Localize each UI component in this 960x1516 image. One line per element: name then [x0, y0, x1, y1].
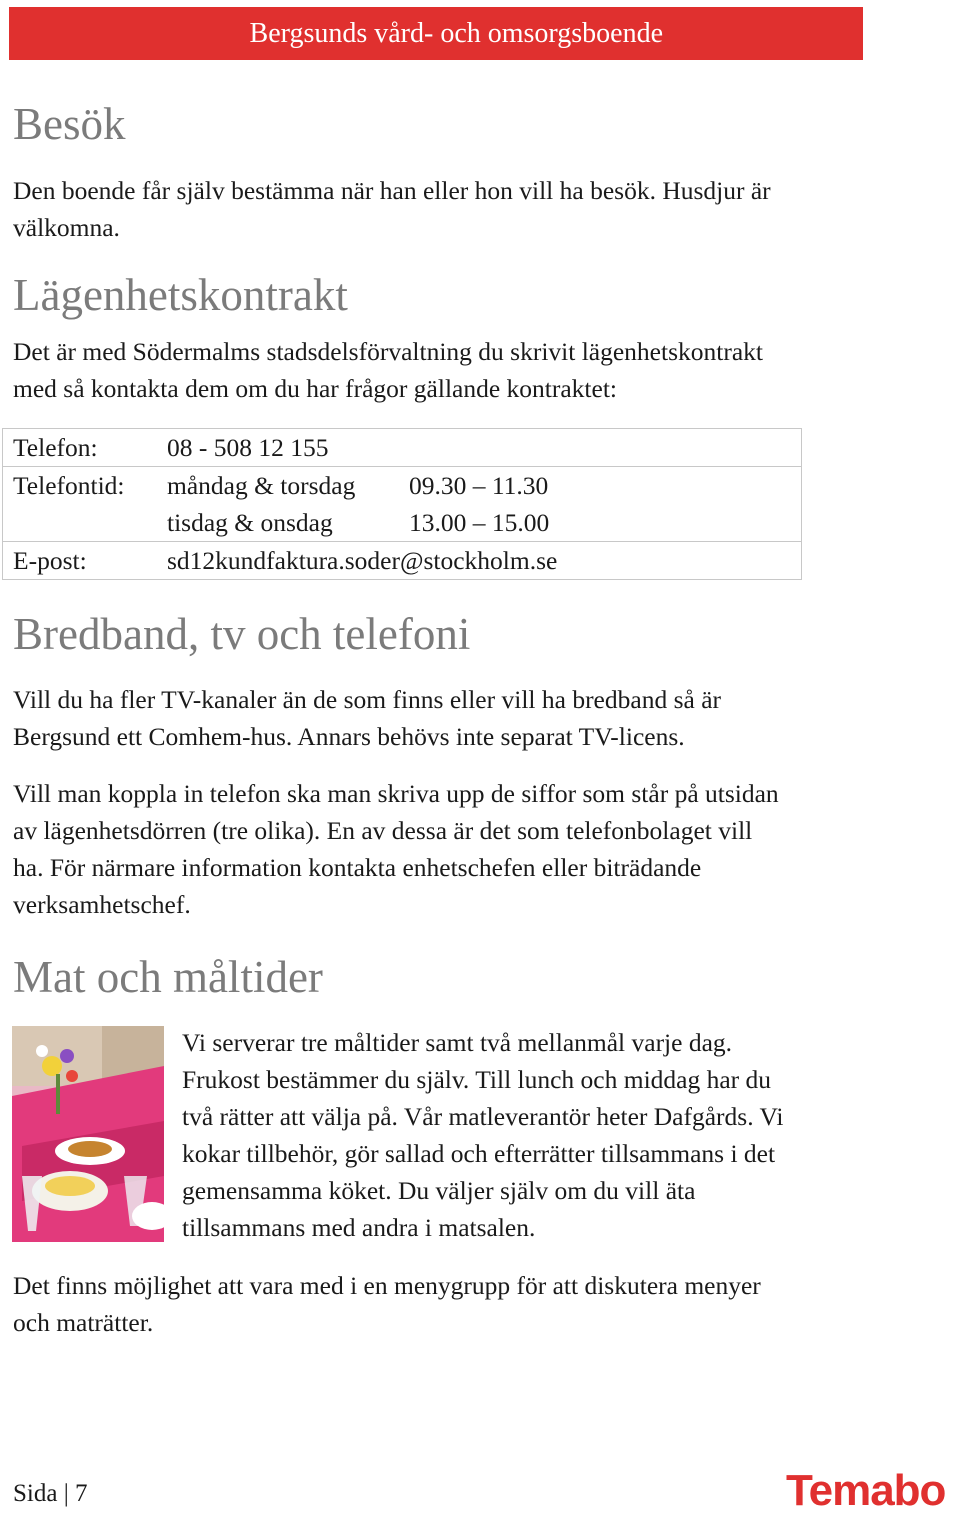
page-number: Sida | 7	[13, 1480, 88, 1507]
broadband-p2-line2: av lägenhetsdörren (tre olika). En av dessa är det som telefonbolaget vill	[13, 816, 753, 845]
header-title: Bergsunds vård- och omsorgsboende	[249, 18, 663, 49]
phone-value: 08 - 508 12 155	[167, 433, 329, 462]
days-2: tisdag & onsdag	[167, 508, 333, 537]
contact-row-hours	[3, 467, 802, 542]
hours-days	[157, 467, 399, 542]
lease-text-line1: Det är med Södermalms stadsdelsförvaltning du skrivit lägenhetskontrakt	[13, 337, 763, 366]
meals-text	[182, 1024, 882, 1246]
meals-line: gemensamma köket. Du väljer själv om du vill äta	[182, 1176, 696, 1205]
dining-table-photo	[12, 1026, 164, 1242]
lease-text-line2: med så kontakta dem om du har frågor gällande kontraktet:	[13, 374, 618, 403]
broadband-p2-line1: Vill man koppla in telefon ska man skriva upp de siffor som står på utsidan	[13, 779, 779, 808]
contact-row-email	[3, 542, 802, 580]
phone-label: Telefon:	[13, 433, 98, 462]
heading-lease: Lägenhetskontrakt	[13, 270, 348, 320]
meals-line: Vi serverar tre måltider samt två mellanmål varje dag.	[182, 1028, 733, 1057]
meals-line: tillsammans med andra i matsalen.	[182, 1213, 536, 1242]
broadband-p2-line3: ha. För närmare information kontakta enhetschefen eller biträdande	[13, 853, 702, 882]
hours-label: Telefontid:	[13, 471, 125, 500]
contact-table	[2, 428, 802, 580]
temabo-logo: Temabo	[786, 1466, 946, 1515]
broadband-p2-line4: verksamhetschef.	[13, 890, 191, 919]
heading-meals: Mat och måltider	[13, 952, 323, 1002]
meals-after-line2: och maträtter.	[13, 1308, 154, 1337]
heading-visit: Besök	[13, 99, 126, 149]
broadband-p1-line2: Bergsund ett Comhem-hus. Annars behövs inte separat TV-licens.	[13, 722, 685, 751]
visit-text-line1: Den boende får själv bestämma när han eller hon vill ha besök. Husdjur är	[13, 176, 771, 205]
visit-text-line2: välkomna.	[13, 213, 120, 242]
header-bar	[9, 7, 863, 60]
heading-broadband: Bredband, tv och telefoni	[13, 609, 471, 659]
time-1: 09.30 – 11.30	[409, 471, 549, 500]
hours-times	[399, 467, 802, 542]
email-value: sd12kundfaktura.soder@stockholm.se	[167, 546, 558, 575]
meals-line: två rätter att välja på. Vår matleverantör heter Dafgårds. Vi	[182, 1102, 784, 1131]
meals-line: Frukost bestämmer du själv. Till lunch och middag har du	[182, 1065, 772, 1094]
meals-line: kokar tillbehör, gör sallad och efterrätter tillsammans i det	[182, 1139, 776, 1168]
days-1: måndag & torsdag	[167, 471, 356, 500]
contact-row-phone	[3, 429, 802, 467]
email-label: E-post:	[13, 546, 87, 575]
meals-after-line1: Det finns möjlighet att vara med i en menygrupp för att diskutera menyer	[13, 1271, 761, 1300]
dining-photo-illustration	[12, 1026, 164, 1242]
broadband-p1-line1: Vill du ha fler TV-kanaler än de som finns eller vill ha bredband så är	[13, 685, 721, 714]
time-2: 13.00 – 15.00	[409, 508, 550, 537]
